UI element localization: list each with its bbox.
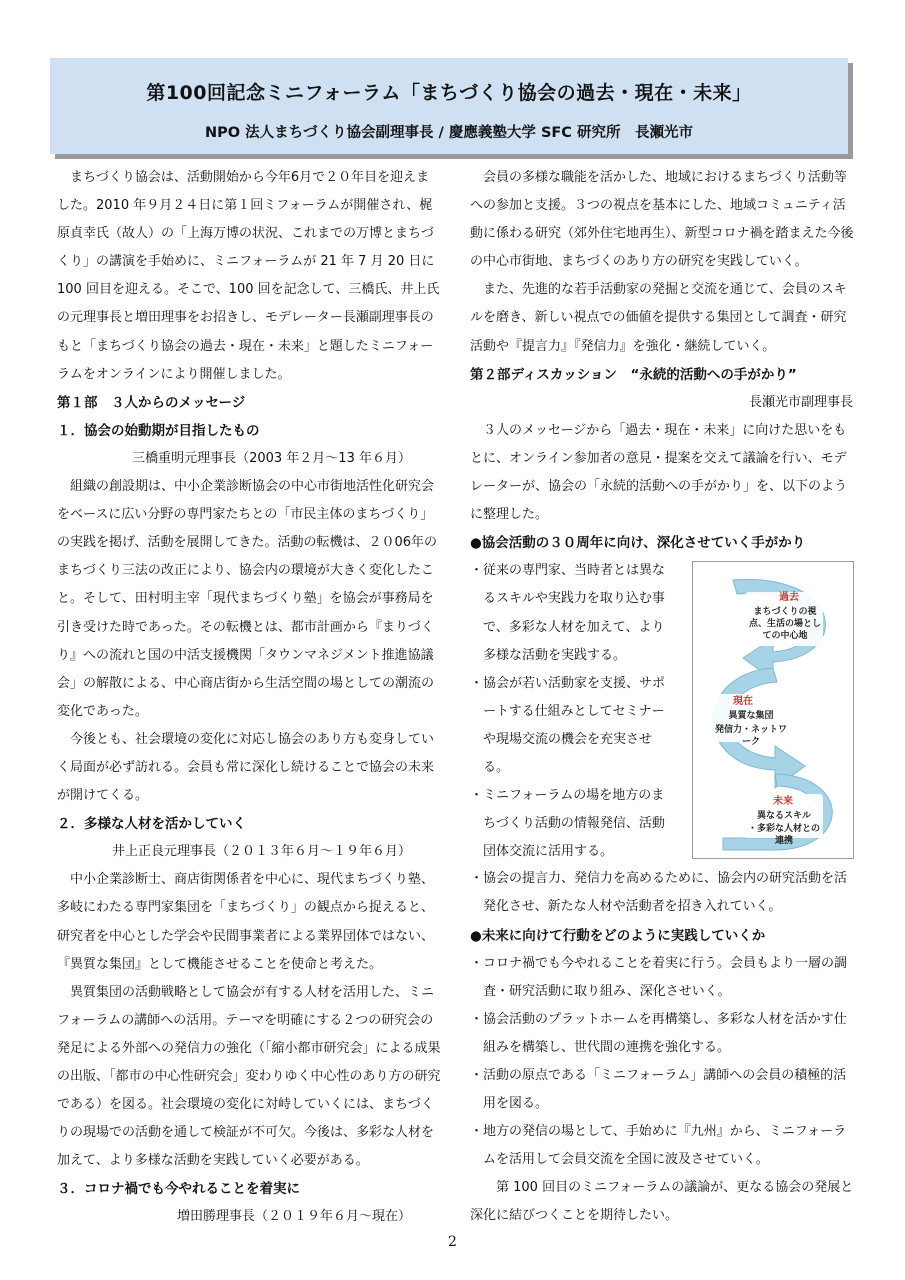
past-label: 過去 bbox=[779, 592, 799, 604]
page-number: 2 bbox=[448, 1234, 457, 1250]
section1-speaker: 三橋重明元理事長（2003 年２月～13 年６月） bbox=[132, 450, 411, 466]
title-banner bbox=[50, 58, 848, 154]
bullet-heading-2: ●未来に向けて行動をどのように実践していくか bbox=[470, 927, 766, 944]
bullet-item: ・地方の発信の場として、手始めに『九州』から、ミニフォーラムを活用して会員交流を全国に波及させていく。 bbox=[470, 1124, 847, 1168]
right-paragraph-1: 会員の多様な職能を活かした、地域におけるまちづくり活動等への参加と支援。３つの視点を基本にした、地域コミュニティ活動に係わる研究（郊外住宅地再生）、新型コロナ禍を踏まえた今後の中心市街地、まちづくのあり方の研究を実践していく。 bbox=[470, 170, 854, 270]
past-description: まちづくりの視点、生活の場としての中心地 bbox=[749, 607, 822, 642]
right-paragraph-3: ３人のメッセージから「過去・現在・未来」に向けた思いをもとに、オンライン参加者の意見・提案を交えて議論を行い、モデレーターが、協会の「永続的活動への手がかり」を、以下のように整理した。 bbox=[470, 422, 848, 523]
right-column bbox=[470, 164, 855, 1231]
present-label: 現在 bbox=[733, 696, 753, 708]
section2-paragraph-2: 異質集団の活動戦略として協会が有する人材を活用した、ミニフォーラムの講師への活用。テーマを明確にする２つの研究会の発足による外部への発信力の強化（「縮小都市研究会」による成果の出版、「都市の中心性研究会」変わりゆく中心性のあり方の研究である）を図る。社会環境の変化に対峙していくには、まちづくりの現場での活動を通して検証が不可欠。今後は、多彩な人材を加えて、より多様な活動を実践していく必要がある。 bbox=[57, 984, 441, 1169]
section1-paragraph-2: 今後とも、社会環境の変化に対応し協会のあり方も変身していく局面が必ず訪れる。会員も常に深化し続けることで協会の未来が開けてくる。 bbox=[57, 731, 435, 804]
section2-speaker: 井上正良元理事長（２０１３年６月～１９年６月） bbox=[111, 844, 411, 860]
section2-heading: ２．多様な人材を活かしていく bbox=[57, 816, 246, 833]
future-description-2: ・多彩な人材との連携 bbox=[747, 824, 820, 847]
section3-heading: ３．コロナ禍でも今やれることを着実に bbox=[57, 1181, 300, 1198]
page-title: 第100回記念ミニフォーラム「まちづくり協会の過去・現在・未来」 bbox=[146, 82, 752, 104]
intro-paragraph: まちづくり協会は、活動開始から今年6月で２０年目を迎えました。2010 年９月２４日に第１回ミフォーラムが開催され、梶原貞幸氏（故人）の「上海万博の状況、これまでの万博とまちづくり」の講演を手始めに、ミニフォーラムが 21 年 7 月 20 日に 100 回目を迎える。そこで、100 回を記念して、三橋氏、井上氏の元理事長と増田理事をお招きし、モデレーター長瀬副理事長のもと「まちづくり協会の過去・現在・未来」と題したミニフォーラムをオンラインにより開催しました。 bbox=[57, 170, 440, 382]
closing-paragraph: 第 100 回目のミニフォーラムの議論が、更なる協会の発展と深化に結びつくことを期待したい。 bbox=[470, 1180, 854, 1224]
present-description-2: 発信力・ネットワーク bbox=[714, 725, 787, 748]
present-description-1: 異質な集団 bbox=[728, 711, 774, 722]
right-paragraph-2: また、先進的な若手活動家の発掘と交流を通じて、会員のスキルを磨き、新しい視点での価値を提供する集団として調査・研究活動や『提言力』『発信力』を強化・継続していく。 bbox=[470, 282, 847, 354]
past-present-future-diagram bbox=[692, 561, 854, 859]
author-byline: NPO 法人まちづくり協会副理事長 / 慶應義塾大学 SFC 研究所 長瀬光市 bbox=[205, 125, 693, 141]
part1-heading: 第１部 ３人からのメッセージ bbox=[57, 394, 246, 411]
future-description-1: 異なるスキル bbox=[757, 811, 811, 822]
bullet-item: ・ミニフォーラムの場を地方のまちづくり活動の情報発信、活動団体交流に活用する。 bbox=[470, 788, 665, 860]
bullet-heading-1: ●協会活動の３０周年に向け、深化させていく手がかり bbox=[470, 535, 806, 552]
figure-section bbox=[470, 557, 855, 865]
section3-speaker: 増田勝理事長（２０１９年６月～現在） bbox=[176, 1209, 411, 1225]
future-label: 未来 bbox=[773, 796, 793, 808]
left-column bbox=[57, 164, 441, 1232]
section1-paragraph-1: 組織の創設期は、中小企業診断協会の中心市街地活性化研究会をベースに広い分野の専門家たちとの「市民主体のまちづくり」の実践を掲げ、活動を展開してきた。活動の転機は、２０06年のまちづくり三法の改正により、協会内の環境が大きく変化したこと。そして、田村明主宰「現代まちづくり塾」を協会が事務局を引き受けた時であった。その転機とは、都市計画から『まりづくり』への流れと国の中活支援機関「タウンマネジメント推進協議会」の解散による、中心商店街から生活空間の場としての潮流の変化であった。 bbox=[57, 479, 438, 719]
bullet-item: ・協会の提言力、発信力を高めるために、協会内の研究活動を活発化させ、新たな人材や活動者を招き入れていく。 bbox=[470, 871, 848, 915]
part2-heading: 第２部ディスカッション “永続的活動への手がかり” bbox=[470, 366, 797, 383]
bullet-item: ・従来の専門家、当時者とは異なるスキルや実践力を取り込む事で、多彩な人材を加えて、より多様な活動を実践する。 bbox=[470, 563, 666, 663]
bullet-item: ・協会活動のプラットホームを再構築し、多彩な人材を活かす仕組みを構築し、世代間の連携を強化する。 bbox=[470, 1011, 847, 1055]
bullet-item: ・協会が若い活動家を支援、サポートする仕組みとしてセミナーや現場交流の機会を充実させる。 bbox=[470, 675, 666, 775]
part2-speaker: 長瀬光市副理事長 bbox=[748, 394, 853, 410]
bullet-item: ・活動の原点である「ミニフォーラム」講師への会員の積極的活用を図る。 bbox=[470, 1067, 847, 1112]
section2-paragraph-1: 中小企業診断士、商店街関係者を中心に、現代まちづくり塾、多岐にわたる専門家集団を「まちづくり」の観点から捉えると、研究者を中心とした学会や民間事業者による業界団体ではない、『異質な集団』として機能させることを使命と考えた。 bbox=[57, 872, 435, 972]
bullet-item: ・コロナ禍でも今やれることを着実に行う。会員もより一層の調査・研究活動に取り組み、深化させいく。 bbox=[470, 955, 848, 999]
section1-heading: １．協会の始動期が目指したもの bbox=[57, 422, 260, 439]
